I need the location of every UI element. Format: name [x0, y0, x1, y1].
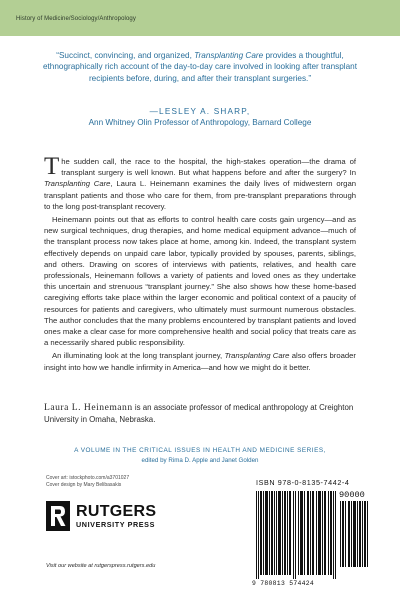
- series-editors: edited by Rima D. Apple and Janet Golden: [141, 456, 259, 464]
- ean-barcode: [256, 491, 336, 579]
- author-bio: [44, 402, 356, 426]
- p1-text-b: , Laura L. Heinemann examines the daily lives of midwestern organ transplant patients and those who care for them, from pre-transplant preparations through to the long post-transplant recovery.: [44, 179, 356, 211]
- category-label: History of Medicine/Sociology/Anthropology: [16, 16, 136, 22]
- description-paragraph-2: Heinemann points out that as efforts to control health care costs gain urgency—and as new surgical techniques, drug therapies, and home medical equipment advance—much of the transplant process now takes place at home, among kin. Indeed, the transplant system effectively depends on unpaid care labor, typically provided by spouses, parents, siblings, and others. Drawing on scores of interviews with patients, relatives, and health care professionals, Heinemann follows a variety of patients and loved ones as they undertake this uncertain and strenuous “transplant journey.” She also shows how these home-based caregiving efforts take place within the larger economic and political context of a paucity of resources for patients and caregivers, who ultimately must surmount numerous obstacles. The author concludes that the many problems encountered by transplant patients and loved ones make a clear case for more comprehensive health and social policy that treats care as a necessarily shared public responsibility.: [44, 215, 356, 348]
- p3-text-a: An illuminating look at the long transplant journey,: [52, 351, 225, 361]
- reviewer-name: —LESLEY A. SHARP,: [149, 107, 251, 116]
- publisher-subname: UNIVERSITY PRESS: [76, 519, 155, 529]
- publisher-logo: [46, 494, 186, 538]
- barcode-block: [252, 478, 372, 590]
- description-paragraph-3: [44, 350, 356, 372]
- cover-art-credit: Cover art: istockphoto.com/a3701027: [46, 475, 130, 481]
- p1-text-a: he sudden call, the race to the hospital, the high-stakes operation—the drama of transplant surgery is well known. But what happens before and after the surgery? In: [61, 157, 356, 178]
- description: [44, 153, 356, 375]
- quote-rest: provides a thoughtful, ethnographically rich account of the day-to-day care involved in looking after transplant recipients before, during, and after their transplant surgeries.”: [42, 51, 358, 83]
- isbn: ISBN 978-0-8135-7442-4: [256, 478, 350, 487]
- author-name: Laura L. Heinemann: [44, 402, 133, 413]
- rutgers-r-icon: [46, 501, 70, 531]
- p3-text-b: also offers broader insight into how we handle infirmity in America—and how we might do it better.: [44, 351, 356, 372]
- cover-design-credit: Cover design by Mary Belibasakis: [46, 482, 122, 489]
- series-info: [30, 446, 370, 465]
- quote-book-title: Transplanting Care: [194, 51, 264, 60]
- review-quote: [40, 50, 360, 84]
- quote-attribution: [40, 106, 360, 129]
- quote-open: “Succinct, convincing, and organized,: [56, 51, 195, 60]
- category-header: [0, 0, 400, 36]
- publisher-name: RUTGERS: [76, 502, 157, 520]
- description-paragraph-1: [44, 153, 356, 212]
- barcode-digits: 9 780813 574424: [252, 580, 315, 587]
- cover-credits: [46, 475, 246, 490]
- p3-book-title: Transplanting Care: [224, 351, 290, 361]
- publisher-website: Visit our website at rutgerspress.rutgers.edu: [46, 563, 156, 569]
- price-barcode: [340, 501, 368, 567]
- reviewer-affiliation: Ann Whitney Olin Professor of Anthropology, Barnard College: [88, 118, 312, 128]
- drop-cap: T: [44, 153, 60, 180]
- p1-book-title: Transplanting Care: [44, 179, 111, 189]
- series-line: A VOLUME IN THE CRITICAL ISSUES IN HEALTH AND MEDICINE SERIES,: [74, 447, 326, 454]
- author-bio-text: is an associate professor of medical anthropology at Creighton University in Omaha, Nebraska.: [44, 403, 354, 424]
- price-code: 90000: [339, 490, 365, 500]
